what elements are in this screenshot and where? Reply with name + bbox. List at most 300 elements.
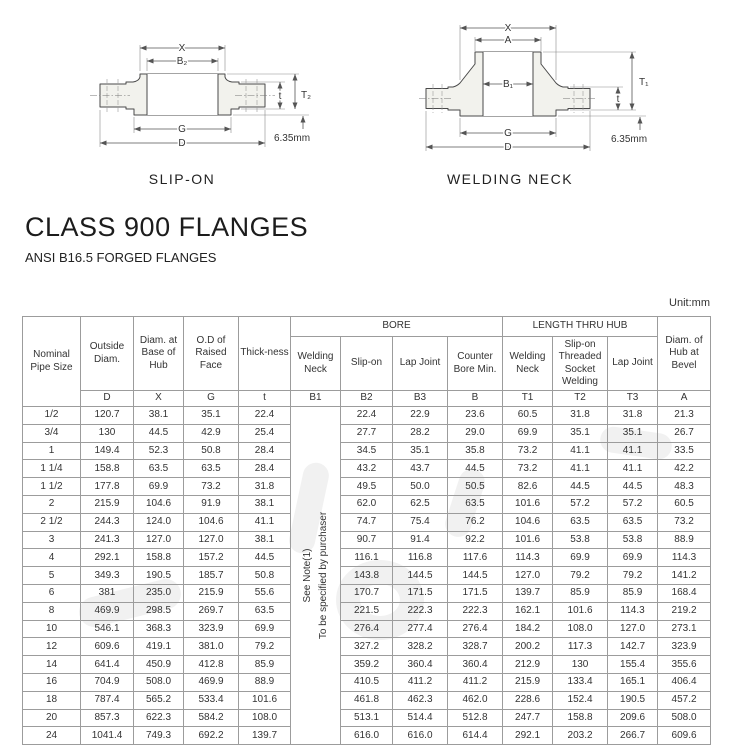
value-cell: 69.9	[608, 549, 658, 567]
dim-label-t1: T₁	[639, 77, 649, 88]
symbol-b: B	[448, 391, 503, 407]
value-cell: 48.3	[658, 478, 711, 496]
value-cell: 327.2	[341, 638, 393, 656]
value-cell: 127.0	[608, 620, 658, 638]
value-cell: 22.4	[239, 407, 291, 425]
dim-label-b2: B₂	[176, 56, 188, 67]
value-cell: 171.5	[393, 584, 448, 602]
dim-label-d: D	[178, 138, 186, 149]
value-cell: 584.2	[184, 709, 239, 727]
table-row	[23, 673, 711, 691]
value-cell: 26.7	[658, 424, 711, 442]
value-cell: 42.9	[184, 424, 239, 442]
value-cell: 63.5	[608, 513, 658, 531]
page-subtitle: ANSI B16.5 FORGED FLANGES	[25, 250, 217, 265]
value-cell: 53.8	[608, 531, 658, 549]
value-cell: 158.8	[134, 549, 184, 567]
value-cell: 53.8	[553, 531, 608, 549]
value-cell: 44.5	[134, 424, 184, 442]
value-cell: 29.0	[448, 424, 503, 442]
heading-block	[25, 212, 308, 265]
value-cell: 108.0	[553, 620, 608, 638]
value-cell: 21.3	[658, 407, 711, 425]
value-cell: 50.5	[448, 478, 503, 496]
value-cell: 419.1	[134, 638, 184, 656]
value-cell: 185.7	[184, 567, 239, 585]
value-cell: 469.9	[81, 602, 134, 620]
value-cell: 69.9	[239, 620, 291, 638]
value-cell: 38.1	[134, 407, 184, 425]
value-cell: 127.0	[184, 531, 239, 549]
pipe-size-cell: 2	[23, 495, 81, 513]
value-cell: 28.4	[239, 442, 291, 460]
value-cell: 104.6	[503, 513, 553, 531]
value-cell: 41.1	[239, 513, 291, 531]
value-cell: 50.8	[239, 567, 291, 585]
value-cell: 222.3	[448, 602, 503, 620]
value-cell: 546.1	[81, 620, 134, 638]
header-counter-bore-min: Counter Bore Min.	[448, 337, 503, 391]
value-cell: 149.4	[81, 442, 134, 460]
bore-welding-neck-note-cell	[291, 407, 341, 745]
flange-spec-table	[22, 316, 711, 745]
value-cell: 41.1	[553, 460, 608, 478]
value-cell: 177.8	[81, 478, 134, 496]
value-cell: 25.4	[239, 424, 291, 442]
value-cell: 73.2	[658, 513, 711, 531]
table-row	[23, 656, 711, 674]
value-cell: 35.1	[184, 407, 239, 425]
value-cell: 323.9	[184, 620, 239, 638]
dim-label-raised-face: 6.35mm	[273, 133, 311, 144]
value-cell: 73.2	[503, 460, 553, 478]
value-cell: 170.7	[341, 584, 393, 602]
value-cell: 33.5	[658, 442, 711, 460]
value-cell: 143.8	[341, 567, 393, 585]
value-cell: 461.8	[341, 691, 393, 709]
table-row	[23, 709, 711, 727]
header-bore-welding-neck: Welding Neck	[291, 337, 341, 391]
pipe-size-cell: 12	[23, 638, 81, 656]
table-row	[23, 638, 711, 656]
value-cell: 190.5	[608, 691, 658, 709]
value-cell: 368.3	[134, 620, 184, 638]
value-cell: 412.8	[184, 656, 239, 674]
value-cell: 142.7	[608, 638, 658, 656]
value-cell: 360.4	[393, 656, 448, 674]
value-cell: 104.6	[134, 495, 184, 513]
value-cell: 276.4	[341, 620, 393, 638]
value-cell: 359.2	[341, 656, 393, 674]
value-cell: 349.3	[81, 567, 134, 585]
value-cell: 57.2	[553, 495, 608, 513]
value-cell: 157.2	[184, 549, 239, 567]
value-cell: 276.4	[448, 620, 503, 638]
value-cell: 514.4	[393, 709, 448, 727]
value-cell: 152.4	[553, 691, 608, 709]
flange-table-body	[23, 407, 711, 745]
value-cell: 410.5	[341, 673, 393, 691]
pipe-size-cell: 18	[23, 691, 81, 709]
value-cell: 114.3	[658, 549, 711, 567]
value-cell: 469.9	[184, 673, 239, 691]
header-diam-hub-bevel: Diam. of Hub at Bevel	[658, 317, 711, 391]
pipe-size-cell: 6	[23, 584, 81, 602]
value-cell: 60.5	[658, 495, 711, 513]
value-cell: 42.2	[658, 460, 711, 478]
pipe-size-cell: 10	[23, 620, 81, 638]
pipe-size-cell: 2 1/2	[23, 513, 81, 531]
value-cell: 79.2	[239, 638, 291, 656]
value-cell: 165.1	[608, 673, 658, 691]
value-cell: 60.5	[503, 407, 553, 425]
value-cell: 69.9	[134, 478, 184, 496]
value-cell: 116.1	[341, 549, 393, 567]
value-cell: 462.3	[393, 691, 448, 709]
value-cell: 27.7	[341, 424, 393, 442]
value-cell: 616.0	[341, 727, 393, 745]
value-cell: 200.2	[503, 638, 553, 656]
value-cell: 55.6	[239, 584, 291, 602]
value-cell: 244.3	[81, 513, 134, 531]
header-nominal-pipe-size: Nominal Pipe Size	[23, 317, 81, 407]
value-cell: 787.4	[81, 691, 134, 709]
value-cell: 22.4	[341, 407, 393, 425]
value-cell: 215.9	[81, 495, 134, 513]
value-cell: 44.5	[448, 460, 503, 478]
symbol-t1: T1	[503, 391, 553, 407]
table-row	[23, 602, 711, 620]
value-cell: 704.9	[81, 673, 134, 691]
value-cell: 130	[81, 424, 134, 442]
value-cell: 62.5	[393, 495, 448, 513]
value-cell: 28.2	[393, 424, 448, 442]
value-cell: 43.7	[393, 460, 448, 478]
value-cell: 28.4	[239, 460, 291, 478]
value-cell: 75.4	[393, 513, 448, 531]
dim-label-x: X	[504, 23, 512, 34]
value-cell: 692.2	[184, 727, 239, 745]
value-cell: 73.2	[184, 478, 239, 496]
header-thickness: Thick-ness	[239, 317, 291, 391]
value-cell: 215.9	[184, 584, 239, 602]
value-cell: 41.1	[608, 460, 658, 478]
value-cell: 69.9	[503, 424, 553, 442]
value-cell: 614.4	[448, 727, 503, 745]
value-cell: 63.5	[134, 460, 184, 478]
value-cell: 41.1	[608, 442, 658, 460]
table-row	[23, 584, 711, 602]
value-cell: 219.2	[658, 602, 711, 620]
page-title: CLASS 900 FLANGES	[25, 212, 309, 242]
dim-label-x: X	[178, 43, 186, 54]
dim-label-a: A	[504, 35, 512, 46]
header-bore-lap-joint: Lap Joint	[393, 337, 448, 391]
value-cell: 43.2	[341, 460, 393, 478]
value-cell: 158.8	[553, 709, 608, 727]
flange-spec-table-wrap	[22, 316, 711, 745]
value-cell: 609.6	[81, 638, 134, 656]
pipe-size-cell: 1	[23, 442, 81, 460]
welding-neck-caption: WELDING NECK	[446, 171, 574, 187]
value-cell: 158.8	[81, 460, 134, 478]
header-bore-slip-on: Slip-on	[341, 337, 393, 391]
value-cell: 512.8	[448, 709, 503, 727]
value-cell: 221.5	[341, 602, 393, 620]
value-cell: 168.4	[658, 584, 711, 602]
value-cell: 215.9	[503, 673, 553, 691]
dim-label-raised-face: 6.35mm	[610, 134, 648, 145]
note-line-2: To be specified by purchaser	[317, 511, 329, 640]
value-cell: 38.1	[239, 495, 291, 513]
value-cell: 411.2	[393, 673, 448, 691]
value-cell: 114.3	[503, 549, 553, 567]
pipe-size-cell: 8	[23, 602, 81, 620]
value-cell: 269.7	[184, 602, 239, 620]
value-cell: 88.9	[658, 531, 711, 549]
value-cell: 44.5	[239, 549, 291, 567]
value-cell: 85.9	[239, 656, 291, 674]
value-cell: 355.6	[658, 656, 711, 674]
header-outside-diam: Outside Diam.	[81, 317, 134, 391]
value-cell: 31.8	[608, 407, 658, 425]
dim-label-t: t	[616, 94, 620, 105]
value-cell: 292.1	[81, 549, 134, 567]
value-cell: 381.0	[184, 638, 239, 656]
value-cell: 52.3	[134, 442, 184, 460]
value-cell: 212.9	[503, 656, 553, 674]
value-cell: 22.9	[393, 407, 448, 425]
value-cell: 120.7	[81, 407, 134, 425]
dim-label-d: D	[504, 142, 512, 153]
value-cell: 41.1	[553, 442, 608, 460]
value-cell: 139.7	[503, 584, 553, 602]
value-cell: 79.2	[553, 567, 608, 585]
value-cell: 328.7	[448, 638, 503, 656]
value-cell: 50.8	[184, 442, 239, 460]
symbol-x: X	[134, 391, 184, 407]
symbol-b3: B3	[393, 391, 448, 407]
value-cell: 298.5	[134, 602, 184, 620]
value-cell: 74.7	[341, 513, 393, 531]
value-cell: 35.1	[608, 424, 658, 442]
value-cell: 85.9	[608, 584, 658, 602]
value-cell: 101.6	[239, 691, 291, 709]
value-cell: 144.5	[393, 567, 448, 585]
header-length-welding-neck: Welding Neck	[503, 337, 553, 391]
pipe-size-cell: 1 1/4	[23, 460, 81, 478]
header-od-raised-face: O.D of Raised Face	[184, 317, 239, 391]
value-cell: 162.1	[503, 602, 553, 620]
pipe-size-cell: 1 1/2	[23, 478, 81, 496]
table-row	[23, 531, 711, 549]
value-cell: 360.4	[448, 656, 503, 674]
value-cell: 749.3	[134, 727, 184, 745]
pipe-size-cell: 14	[23, 656, 81, 674]
value-cell: 241.3	[81, 531, 134, 549]
value-cell: 63.5	[239, 602, 291, 620]
value-cell: 513.1	[341, 709, 393, 727]
value-cell: 141.2	[658, 567, 711, 585]
value-cell: 462.0	[448, 691, 503, 709]
value-cell: 101.6	[503, 531, 553, 549]
slip-on-caption: SLIP-ON	[148, 171, 216, 187]
value-cell: 508.0	[658, 709, 711, 727]
dim-label-g: G	[178, 124, 186, 135]
value-cell: 622.3	[134, 709, 184, 727]
symbol-g: G	[184, 391, 239, 407]
table-row	[23, 478, 711, 496]
value-cell: 457.2	[658, 691, 711, 709]
value-cell: 91.4	[393, 531, 448, 549]
value-cell: 127.0	[134, 531, 184, 549]
value-cell: 203.2	[553, 727, 608, 745]
value-cell: 85.9	[553, 584, 608, 602]
pipe-size-cell: 5	[23, 567, 81, 585]
symbol-d: D	[81, 391, 134, 407]
value-cell: 79.2	[608, 567, 658, 585]
welding-neck-diagram	[393, 12, 713, 192]
symbol-t3: T3	[608, 391, 658, 407]
value-cell: 381	[81, 584, 134, 602]
pipe-size-cell: 24	[23, 727, 81, 745]
dim-label-t: t	[278, 91, 282, 102]
value-cell: 277.4	[393, 620, 448, 638]
value-cell: 88.9	[239, 673, 291, 691]
header-group-bore: BORE	[291, 317, 503, 337]
value-cell: 190.5	[134, 567, 184, 585]
value-cell: 1041.4	[81, 727, 134, 745]
value-cell: 69.9	[553, 549, 608, 567]
value-cell: 38.1	[239, 531, 291, 549]
value-cell: 34.5	[341, 442, 393, 460]
value-cell: 406.4	[658, 673, 711, 691]
value-cell: 209.6	[608, 709, 658, 727]
value-cell: 63.5	[184, 460, 239, 478]
value-cell: 508.0	[134, 673, 184, 691]
table-row	[23, 495, 711, 513]
value-cell: 266.7	[608, 727, 658, 745]
value-cell: 91.9	[184, 495, 239, 513]
header-group-length-thru-hub: LENGTH THRU HUB	[503, 317, 658, 337]
unit-label: Unit:mm	[669, 297, 710, 309]
pipe-size-cell: 20	[23, 709, 81, 727]
table-row	[23, 567, 711, 585]
value-cell: 108.0	[239, 709, 291, 727]
table-row	[23, 424, 711, 442]
value-cell: 184.2	[503, 620, 553, 638]
value-cell: 450.9	[134, 656, 184, 674]
value-cell: 57.2	[608, 495, 658, 513]
header-length-slip-on-threaded: Slip-on Threaded Socket Welding	[553, 337, 608, 391]
value-cell: 49.5	[341, 478, 393, 496]
pipe-size-cell: 4	[23, 549, 81, 567]
value-cell: 533.4	[184, 691, 239, 709]
value-cell: 565.2	[134, 691, 184, 709]
value-cell: 133.4	[553, 673, 608, 691]
table-row	[23, 620, 711, 638]
value-cell: 90.7	[341, 531, 393, 549]
value-cell: 171.5	[448, 584, 503, 602]
pipe-size-cell: 3	[23, 531, 81, 549]
value-cell: 50.0	[393, 478, 448, 496]
symbol-b1: B1	[291, 391, 341, 407]
value-cell: 292.1	[503, 727, 553, 745]
value-cell: 116.8	[393, 549, 448, 567]
value-cell: 23.6	[448, 407, 503, 425]
value-cell: 124.0	[134, 513, 184, 531]
slip-on-diagram	[50, 12, 340, 192]
value-cell: 144.5	[448, 567, 503, 585]
symbol-t2: T2	[553, 391, 608, 407]
value-cell: 117.3	[553, 638, 608, 656]
value-cell: 609.6	[658, 727, 711, 745]
table-row	[23, 460, 711, 478]
value-cell: 82.6	[503, 478, 553, 496]
dim-label-t2: T₂	[301, 90, 311, 101]
value-cell: 44.5	[553, 478, 608, 496]
value-cell: 31.8	[239, 478, 291, 496]
value-cell: 127.0	[503, 567, 553, 585]
symbol-b2: B2	[341, 391, 393, 407]
symbol-a: A	[658, 391, 711, 407]
pipe-size-cell: 3/4	[23, 424, 81, 442]
header-length-lap-joint: Lap Joint	[608, 337, 658, 391]
value-cell: 117.6	[448, 549, 503, 567]
value-cell: 35.1	[553, 424, 608, 442]
note-line-1: See Note(1)	[302, 548, 314, 603]
value-cell: 104.6	[184, 513, 239, 531]
value-cell: 641.4	[81, 656, 134, 674]
value-cell: 62.0	[341, 495, 393, 513]
table-row	[23, 407, 711, 425]
table-row	[23, 513, 711, 531]
slip-on-bore	[147, 74, 218, 115]
value-cell: 35.1	[393, 442, 448, 460]
table-row	[23, 691, 711, 709]
value-cell: 857.3	[81, 709, 134, 727]
value-cell: 73.2	[503, 442, 553, 460]
symbol-t: t	[239, 391, 291, 407]
value-cell: 139.7	[239, 727, 291, 745]
dim-label-g: G	[504, 128, 512, 139]
value-cell: 616.0	[393, 727, 448, 745]
pipe-size-cell: 16	[23, 673, 81, 691]
value-cell: 101.6	[503, 495, 553, 513]
value-cell: 63.5	[553, 513, 608, 531]
value-cell: 31.8	[553, 407, 608, 425]
value-cell: 222.3	[393, 602, 448, 620]
value-cell: 323.9	[658, 638, 711, 656]
value-cell: 63.5	[448, 495, 503, 513]
value-cell: 44.5	[608, 478, 658, 496]
dim-label-b1: B₁	[502, 79, 514, 90]
value-cell: 328.2	[393, 638, 448, 656]
header-diam-base-hub: Diam. at Base of Hub	[134, 317, 184, 391]
table-row	[23, 727, 711, 745]
value-cell: 273.1	[658, 620, 711, 638]
value-cell: 235.0	[134, 584, 184, 602]
value-cell: 228.6	[503, 691, 553, 709]
value-cell: 76.2	[448, 513, 503, 531]
value-cell: 101.6	[553, 602, 608, 620]
value-cell: 35.8	[448, 442, 503, 460]
value-cell: 411.2	[448, 673, 503, 691]
table-row	[23, 442, 711, 460]
table-row	[23, 549, 711, 567]
pipe-size-cell: 1/2	[23, 407, 81, 425]
value-cell: 92.2	[448, 531, 503, 549]
